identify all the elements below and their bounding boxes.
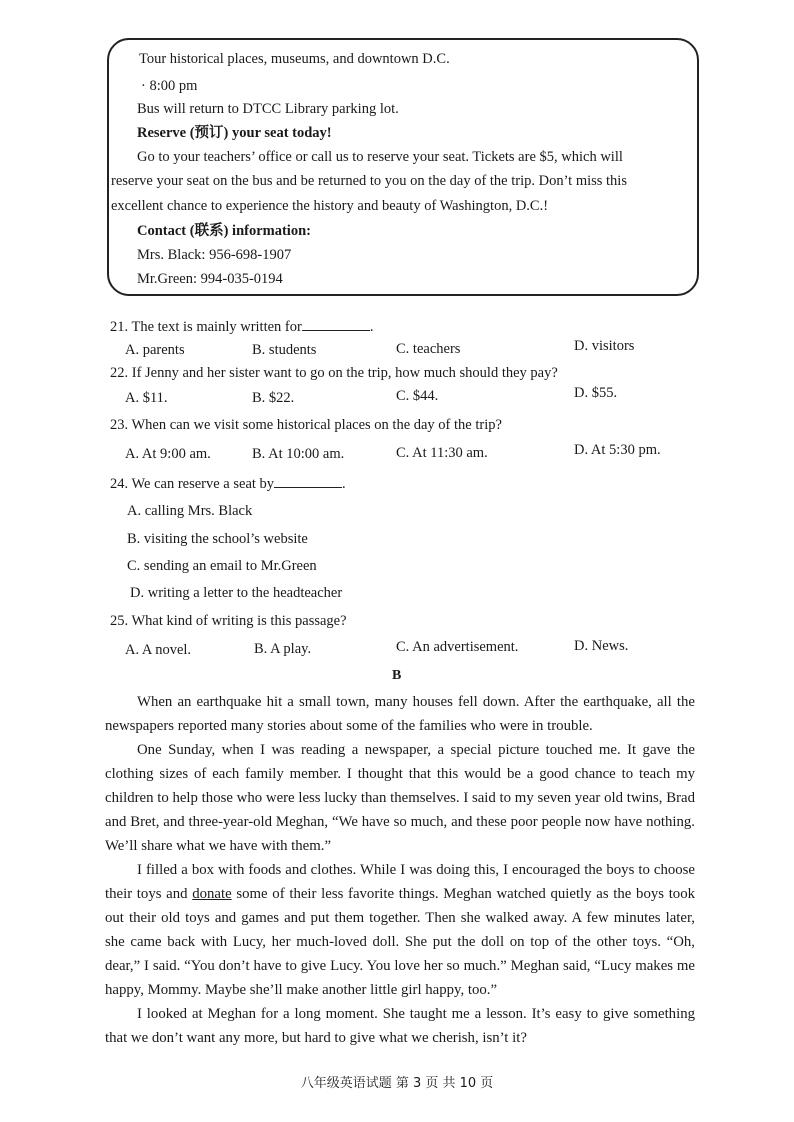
option-22-b: B. $22. (252, 390, 295, 406)
option-23-c: C. At 11:30 am. (396, 445, 488, 461)
option-24-a: A. calling Mrs. Black (127, 503, 253, 519)
option-24-c: C. sending an email to Mr.Green (127, 558, 317, 574)
question-stem: 24. We can reserve a seat by (110, 476, 275, 492)
paragraph-text: I filled a box with foods and clothes. While I was doing this, I encouraged the boys to choose their toys and (105, 862, 695, 902)
option-23-d: D. At 5:30 pm. (574, 442, 661, 458)
passage-paragraph-3 (105, 858, 695, 1002)
contact-mr-green: Mr.Green: 994-035-0194 (137, 271, 283, 287)
question-24 (110, 474, 346, 493)
underlined-word: donate (192, 886, 232, 902)
option-23-b: B. At 10:00 am. (252, 446, 345, 462)
answer-blank (302, 317, 370, 331)
notice-para-line-3: excellent chance to experience the history and beauty of Washington, D.C.! (111, 198, 549, 214)
option-22-d: D. $55. (574, 385, 618, 401)
passage-paragraph-4: I looked at Meghan for a long moment. She taught me a lesson. It’s easy to give something that we don’t want any more, but hard to give what we cherish, isn’t it? (105, 1006, 695, 1046)
option-21-d: D. visitors (574, 338, 635, 354)
question-22: 22. If Jenny and her sister want to go on the trip, how much should they pay? (110, 365, 558, 381)
option-25-a: A. A novel. (125, 642, 192, 658)
passage-paragraph-2: One Sunday, when I was reading a newspaper, a special picture touched me. It gave the clothing sizes of each family member. I thought that this would be a good chance to teach my children to help those who were less lucky than themselves. I said to my seven year old twins, Brad and Bret, and three-year-old Meghan, “We have so much, and these poor people now have nothing. We’ll share what we have with them.” (105, 742, 695, 854)
option-24-d: D. writing a letter to the headteacher (130, 585, 343, 601)
question-stem: 21. The text is mainly written for (110, 319, 302, 335)
reading-passage (105, 690, 695, 1050)
question-end: . (342, 476, 346, 492)
question-end: . (369, 319, 374, 335)
page-footer: 八年级英语试题 第 3 页 共 10 页 (300, 1076, 494, 1091)
option-21-a: A. parents (125, 342, 185, 358)
contact-heading: Contact (联系) information: (137, 223, 311, 239)
option-22-c: C. $44. (396, 388, 439, 404)
option-25-b: B. A play. (254, 641, 312, 657)
notice-box (107, 38, 699, 296)
section-b-heading: B (392, 668, 402, 683)
question-25: 25. What kind of writing is this passage? (110, 613, 347, 629)
notice-line-tour: Tour historical places, museums, and downtown D.C. (139, 51, 450, 67)
notice-line-time: · 8:00 pm (141, 78, 198, 94)
paragraph-text: some of their less favorite things. Meghan watched quietly as the boys took out their old toys and games and put them together. Then she walked away. A few minutes later, she came back with Lucy, her much-loved doll. She put the doll on top of the other toys. “Oh, dear,” I said. “You don’t have to give Lucy. You love her so much.” Meghan said, “Lucy makes me happy, Mommy. Maybe she’ll make another little girl happy, too.” (105, 886, 695, 998)
answer-blank (274, 474, 342, 488)
passage-paragraph-1: When an earthquake hit a small town, many houses fell down. After the earthquake, all the newspapers reported many stories about some of the families who were in trouble. (105, 694, 695, 734)
option-25-c: C. An advertisement. (396, 639, 519, 655)
option-24-b: B. visiting the school’s website (127, 531, 308, 547)
option-21-c: C. teachers (396, 341, 461, 357)
notice-para-line-1: Go to your teachers’ office or call us to reserve your seat. Tickets are $5, which will (137, 149, 623, 165)
option-21-b: B. students (252, 342, 317, 358)
reserve-heading: Reserve (预订) your seat today! (137, 125, 332, 141)
contact-mrs-black: Mrs. Black: 956-698-1907 (137, 247, 292, 263)
notice-line-bus: Bus will return to DTCC Library parking lot. (137, 101, 399, 117)
option-23-a: A. At 9:00 am. (125, 446, 211, 462)
question-21 (110, 317, 373, 336)
option-25-d: D. News. (574, 638, 629, 654)
question-23: 23. When can we visit some historical places on the day of the trip? (110, 417, 502, 433)
option-22-a: A. $11. (125, 390, 168, 406)
notice-para-line-2: reserve your seat on the bus and be returned to you on the day of the trip. Don’t miss this (111, 173, 627, 189)
